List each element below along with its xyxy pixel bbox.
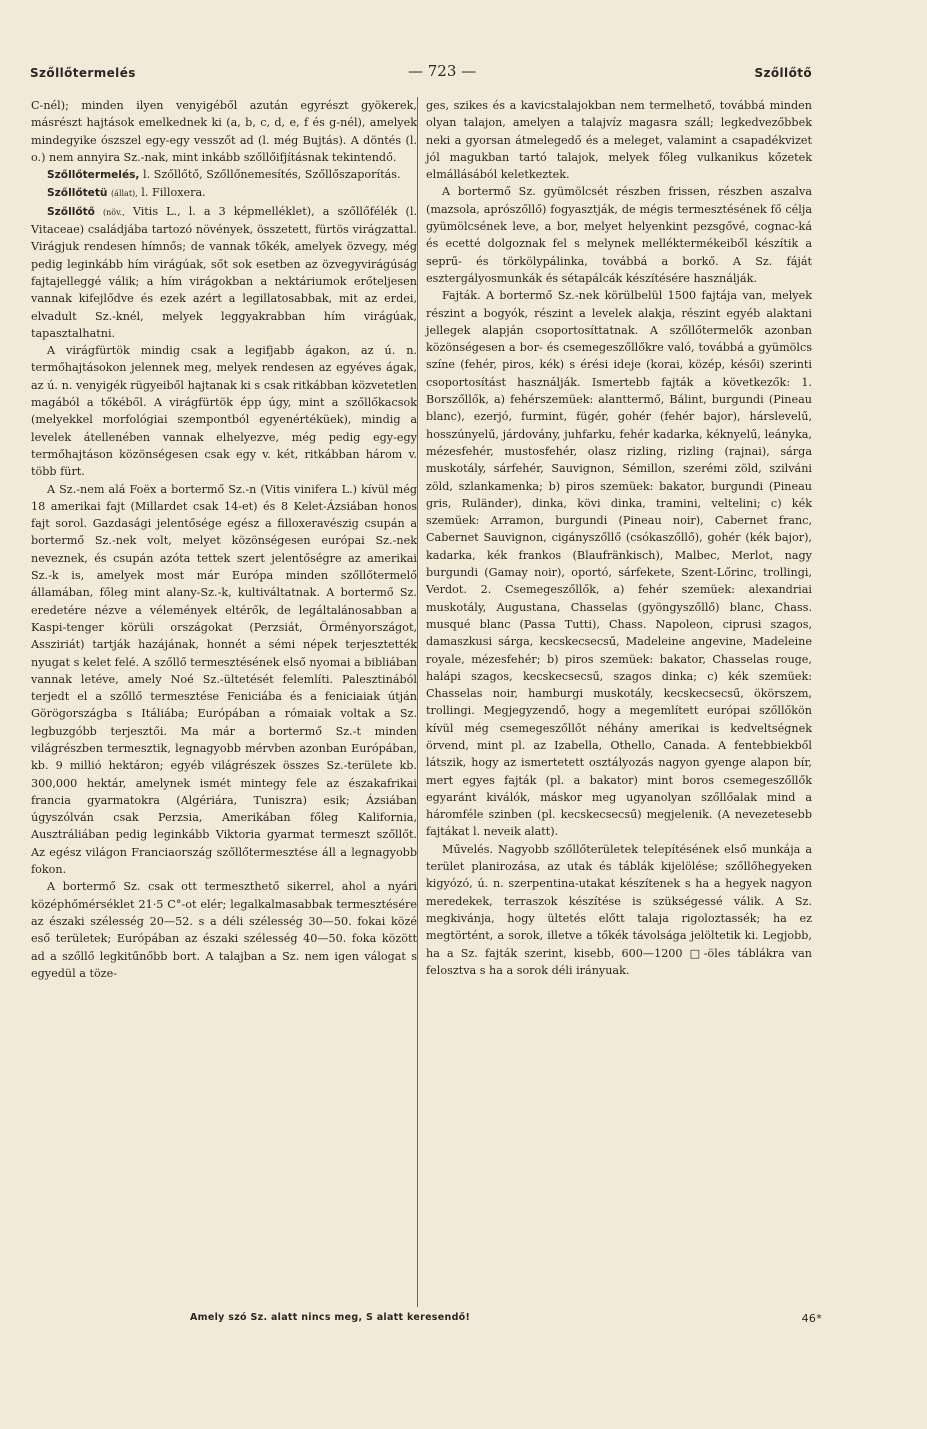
paragraph-text: A bortermő Sz. csak ott termeszthető sikerrel, ahol a nyári középhőmérséklet 21·5 C°-ot elér; legalkalmasabbak termesztésére az északi szélesség 20—52. s a déli szélesség 30—50. fokai közé eső területek; Európában az északi szélesség 40—50. foka között ad a szőllő legkitűnőbb bort. A talajban a Sz. nem igen válogat s egyedül a töze- — [31, 880, 417, 980]
dictionary-entry — [31, 184, 417, 202]
paragraph-text: ges, szikes és a kavicstalajokban nem termelhető, továbbá minden olyan talajon, amelyen a talajvíz magasra száll; legkedvezőbbek neki a gyorsan átmelegedő és a meleget, valamint a csapadékvizet jól magukban tartó talajok, melyek főleg vulkanikus kőzetek elmállásából keletkeztek. — [426, 99, 812, 182]
text-paragraph — [426, 183, 812, 287]
paragraph-text: A Sz.-nem alá Foëx a bortermő Sz.-n (Vitis vinifera L.) kívül még 18 amerikai fajt (Millardet csak 14-et) és 8 Kelet-Ázsiában honos fajt sorol. Gazdasági jelentősége egész a filloxeravészig csupán a bortermő Sz.-nek volt, melyet közönségesen európai Sz.-nek neveznek, és csupán azóta tettek szert jelentőségre az amerikai Sz.-k is, amelyek most már Európa minden szőllőtermelő államában, főleg mint alany-Sz.-k, kultiváltatnak. A bortermő Sz. eredetére nézve a vélemények eltérők, de legáltalánosabban a Kaspi-tenger körüli országokat (Perzsiát, Örményországot, Assziriát) tartják hazájának, honnét a sémi népek terjesztették nyugat s kelet felé. A szőllő termesztésének első nyomai a bibliában vannak letéve, amely Noé Sz.-ültetését felemlíti. Palesztinából terjedt el a szőllő termesztése Feniciába és a feniciaiak útján Görögországba s Itáliába; Európában a rómaiak voltak a Sz. legbuzgóbb terjesztői. Ma már a bortermő Sz.-t minden világrészben termesztik, legnagyobb mérvben azonban Európában, kb. 9 millió hektáron; egyéb világrészek összes Sz.-területe kb. 300,000 hektár, amelynek ismét mintegy fele az északafrikai francia gyarmatokra (Algériára, Tuniszra) esik; Ázsiában úgyszólván csak Perzsia, Amerikában főleg Kalifornia, Ausztráliában pedig leginkább Viktoria gyarmat termeszt szőllőt. Az egész világon Franciaország szőllőtermesztése áll a legnagyobb fokon. — [31, 482, 417, 877]
text-paragraph — [31, 481, 417, 879]
paragraph-text: C-nél); minden ilyen venyigéből azután egyrészt gyökerek, másrészt hajtások emelkednek ki (a, b, c, d, e, f és g-nél), amelyek mindegyike ószszel egy-egy vesszőt ad (l. még Bujtás). A döntés (l. o.) nem annyira Sz.-nak, mint inkább szőllőifjításnak tekintendő. — [31, 99, 417, 164]
text-paragraph — [426, 97, 812, 183]
paragraph-text: Vitis L., l. a 3 képmelléklet), a szőllőfélék (l. Vitaceae) családjába tartozó növények, összetett, fürtös virágzattal. Virágjuk rendesen hímnős; de vannak tőkék, amelyek özvegy, még pedig leginkább hím virágúak, sőt sok esetben az özvegyvirágúság fajtajelleggé válik; a hím virágokban a nektáriumok erőteljesen vannak kifejlődve és ezek azért a legillatosabbak, mit az erdei, elvadult Sz.-knél, melyek leggyakrabban hím virágúak, tapasztalhatni. — [31, 204, 417, 340]
paragraph-text: A bortermő Sz. gyümölcsét részben frissen, részben aszalva (mazsola, aprószőllő) fogyasztják, de mégis termesztésének fő célja gyümölcsének leve, a bor, melyet helyenkint pezsgővé, cognac-ká és ecetté dolgoznak fel s melynek melléktermékeiből készítik a seprű- és törkölypálinka, továbbá a borkő. A Sz. fáját esztergályosmunkák és sétapálcák készítésére használják. — [426, 185, 812, 285]
entry-label: (növ., — [103, 207, 125, 217]
entry-headword: Szőllőtermelés, — [47, 169, 140, 182]
dictionary-entry — [31, 203, 417, 342]
text-paragraph — [426, 287, 812, 841]
header-left-title: Szőllőtermelés — [30, 66, 136, 80]
paragraph-text: l. Filloxera. — [141, 186, 206, 200]
text-paragraph — [31, 342, 417, 480]
footer-note: Amely szó Sz. alatt nincs meg, S alatt keresendő! — [190, 1312, 471, 1323]
paragraph-text: Művelés. Nagyobb szőllőterületek telepítésének első munkája a terület planirozása, az utak és táblák kijelölése; szőllőhegyeken kigyózó, ú. n. szerpentina-utakat készítenek s ha a hegyek nagyon meredekek, terraszok készítése is szükségessé válik. A Sz. megkivánja, hogy ültetés előtt talaja rigoloztassék; ha ez megtörtént, a sorok, illetve a tőkék távolsága jelöltetik ki. Legjobb, ha a Sz. fajták szerint, kisebb, 600—1200 □-öles táblákra van felosztva s ha a sorok déli irányuak. — [426, 842, 812, 977]
paragraph-text: Fajták. A bortermő Sz.-nek körülbelül 1500 fajtája van, melyek részint a bogyók, részint a levelek alakja, részint egyéb alaktani jellegek alapján csoportosíttatnak. A szőllőtermelők azonban közönségesen a bor- és csemegeszőllőkre való, továbbá a gyümölcs színe (fehér, piros, kék) s érési ideje (korai, közép, késői) szerinti csoportosítást használják. Ismertebb fajták a következők: 1. Borszőllők, a) fehérszemüek: alanttermő, Bálint, burgundi (Pineau blanc), ezerjó, furmint, fügér, gohér (fehér bajor), hárslevelű, hosszúnyelű, járdovány, juhfarku, fehér kadarka, kéknyelű, leányka, mézesfehér, mustosfehér, olasz rizling, rizling (rajnai), sárga muskotály, sárfehér, Sauvignon, Sémillon, szerémi zöld, szilváni zöld, szlankamenka; b) piros szemüek: bakator, burgundi (Pineau gris, Ruländer), dinka, kövi dinka, tramini, veltelini; c) kék szemüek: Arramon, burgundi (Pineau noir), Cabernet franc, Cabernet Sauvignon, cigányszőllő (csókaszőllő), gohér (kék bajor), kadarka, kék frankos (Blaufränkisch), Malbec, Merlot, nagy burgundi (Gamay noir), oportó, sárfekete, Szent-Lőrinc, trollingi, Verdot. 2. Csemegeszőllők, a) fehér szemüek: alexandriai muskotály, Augustana, Chasselas (gyöngyszőllő) blanc, Chass. musqué blanc (Passa Tutti), Chass. Napoleon, ciprusi szagos, damaszkusi sárga, kecskecsecsű, Madeleine angevine, Madeleine royale, mézesfehér; b) piros szemüek: bakator, Chasselas rouge, halápi szagos, kecskecsecsű, szagos dinka; c) kék szemüek: Chasselas noir, hamburgi muskotály, kecskecsecsű, ökörszem, trollingi. Megjegyzendő, hogy a megemlített európai szőllőkön kívül még csemegeszőllőt néhány amerikai is kedveltségnek örvend, mint pl. az Izabella, Othello, Canada. A fentebbiekből látszik, hogy az ismertetett osztályozás nagyon gyenge alapon bír, mert egyes fajták (pl. a bakator) mint boros csemegeszőllők egyaránt kiválók, máskor meg ugyanolyan szőllőalak mind a háromféle szinben (pl. kecskecsecsű) megjelenik. (A nevezetesebb fajtákat l. neveik alatt). — [426, 289, 812, 839]
page-footer — [40, 1312, 822, 1328]
right-column — [426, 97, 812, 979]
entry-headword: Szőllőtetü — [47, 187, 108, 200]
column-divider — [417, 97, 418, 1307]
paragraph-text: l. Szőllőtő, Szőllőnemesítés, Szőllőszaporítás. — [143, 168, 401, 182]
entry-headword: Szőllőtő — [47, 205, 95, 218]
entry-label: (állat), — [111, 189, 138, 199]
dictionary-entry — [31, 166, 417, 184]
signature-mark: 46* — [801, 1312, 822, 1325]
page-header — [30, 62, 812, 88]
text-paragraph — [426, 841, 812, 979]
text-paragraph — [31, 97, 417, 166]
text-paragraph — [31, 878, 417, 982]
header-right-title: Szőllőtő — [754, 66, 812, 80]
left-column — [31, 97, 417, 982]
paragraph-text: A virágfürtök mindig csak a legifjabb ágakon, az ú. n. termőhajtásokon jelennek meg, melyek rendesen az egyéves ágak, az ú. n. venyigék rügyeiből hajtanak ki s csak ritkábban közvetetlen magából a tőkéből. A virágfürtök épp úgy, mint a szőllőkacsok (melyekkel morfológiai szempontból egyenértéküek), mindig a levelek átellenében vannak elhelyezve, még pedig egy-egy termőhajtáson közönségesen csak egy v. két, ritkábban három v. több fürt. — [31, 344, 417, 479]
page-number: — 723 — — [408, 62, 477, 80]
